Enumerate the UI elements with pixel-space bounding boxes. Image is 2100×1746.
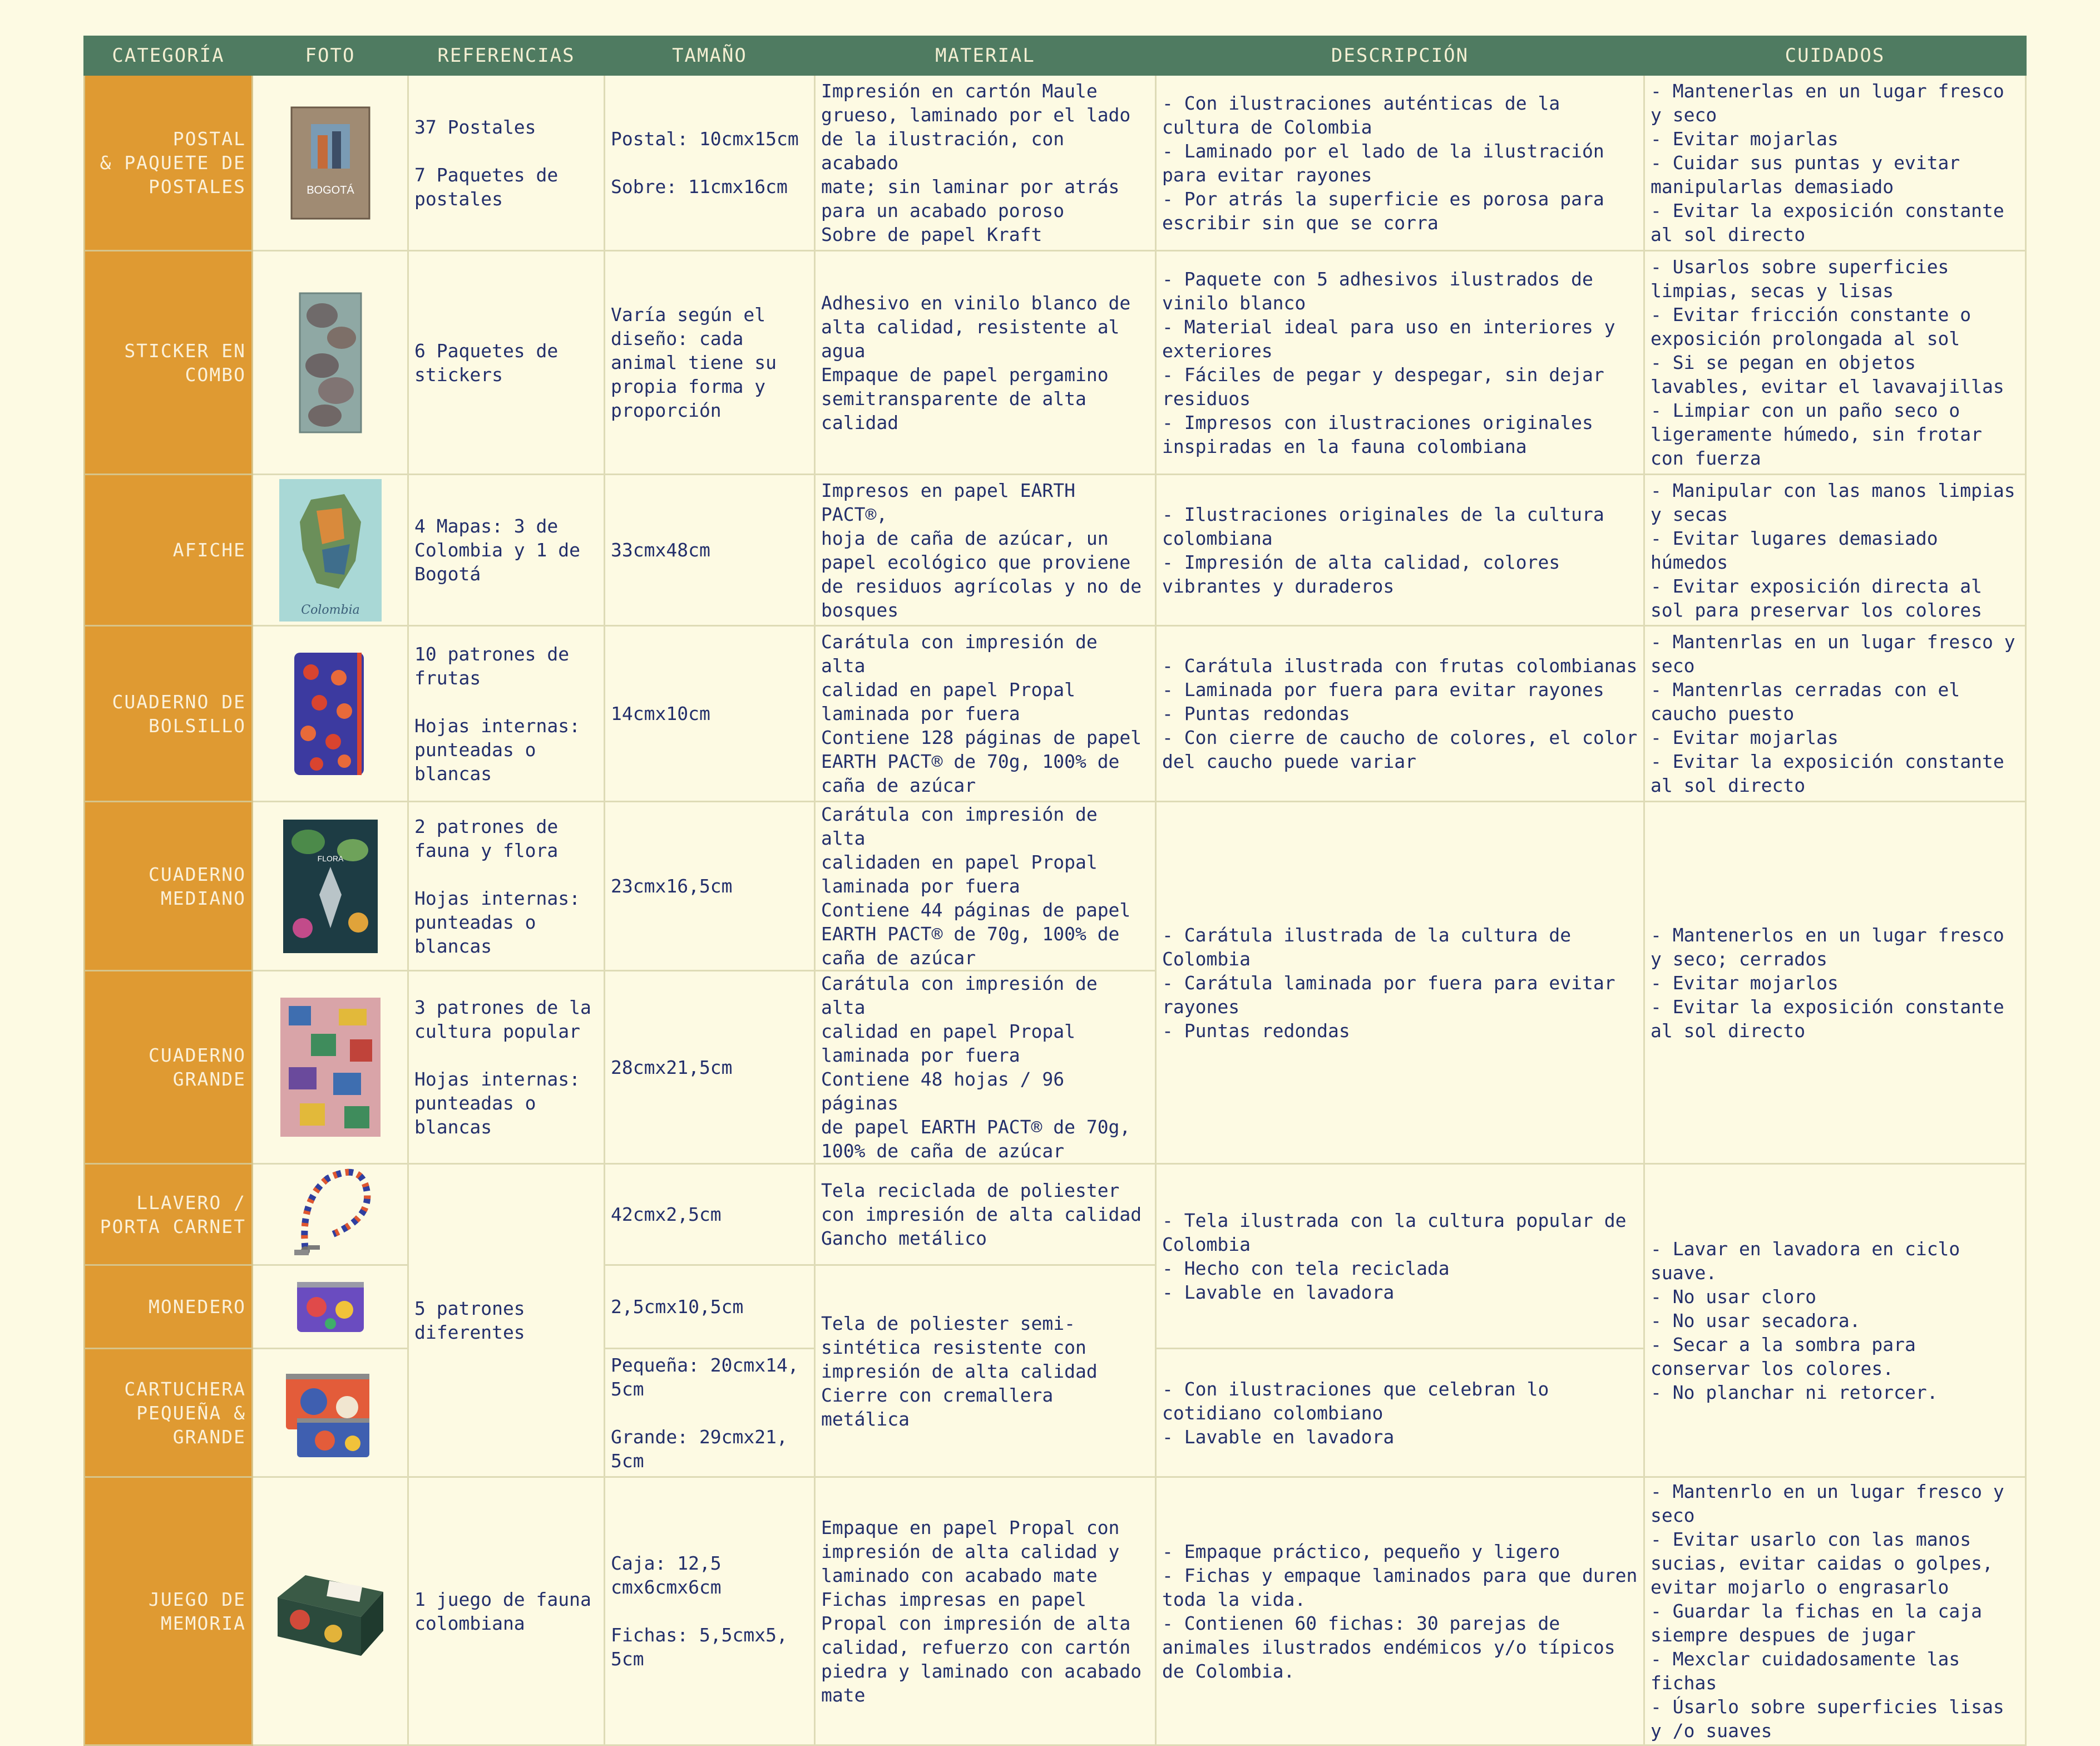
category-cell: CARTUCHERA PEQUEÑA & GRANDE xyxy=(85,1349,253,1477)
photo-cell xyxy=(253,1265,408,1349)
descripcion-cell: - Paquete con 5 adhesivos ilustrados de vinilo blanco - Material ideal para uso en interiores y exteriores - Fáciles de pegar y despegar, sin dejar residuos - Impresos con ilustraciones originales inspiradas en la fauna colombiana xyxy=(1156,251,1644,475)
photo-cell xyxy=(253,626,408,802)
lanyard-photo xyxy=(283,1167,378,1262)
tamano-cell: 14cmx10cm xyxy=(605,626,815,802)
table-row xyxy=(85,802,2026,971)
descripcion-cell: - Empaque práctico, pequeño y ligero - Fichas y empaque laminados para que duren toda la vida. - Contienen 60 fichas: 30 parejas de animales ilustrados endémicos y/o típicos de Colombia. xyxy=(1156,1477,1644,1745)
table-row xyxy=(85,75,2026,251)
medium-notebook-photo xyxy=(280,817,381,956)
tamano-cell: Varía según el diseño: cada animal tiene su propia forma y proporción xyxy=(605,251,815,475)
category-cell: CUADERNO MEDIANO xyxy=(85,802,253,971)
category-cell: AFICHE xyxy=(85,475,253,626)
material-cell: Carátula con impresión de alta calidad en papel Propal laminada por fuera Contiene 128 páginas de papel EARTH PACT® de 70g, 100% de caña de azúcar xyxy=(815,626,1156,802)
table-row xyxy=(85,251,2026,475)
material-cell: Tela reciclada de poliester con impresión de alta calidad Gancho metálico xyxy=(815,1164,1156,1265)
header-cuidados: CUIDADOS xyxy=(1644,37,2026,75)
descripcion-cell: - Ilustraciones originales de la cultura colombiana - Impresión de alta calidad, colores vibrantes y duraderos xyxy=(1156,475,1644,626)
table-row xyxy=(85,626,2026,802)
header-foto: FOTO xyxy=(253,37,408,75)
cuidados-cell: - Mantenerlas en un lugar fresco y seco - Evitar mojarlas - Cuidar sus puntas y evitar manipularlas demasiado - Evitar la exposición constante al sol directo xyxy=(1644,75,2026,251)
photo-cell xyxy=(253,75,408,251)
material-cell: Empaque en papel Propal con impresión de alta calidad y laminado con acabado mate Fichas impresas en papel Propal con impresión de alta calidad, refuerzo con cartón piedra y laminado con acabado mate xyxy=(815,1477,1156,1745)
sticker-photo xyxy=(297,290,364,435)
large-notebook-photo xyxy=(278,995,383,1140)
cuidados-cell: - Mantenrlas en un lugar fresco y seco - Mantenrlas cerradas con el caucho puesto - Evitar mojarlas - Evitar la exposición constante al sol directo xyxy=(1644,626,2026,802)
tamano-cell: 33cmx48cm xyxy=(605,475,815,626)
table-row xyxy=(85,1164,2026,1265)
tamano-cell: Caja: 12,5 cmx6cmx6cm Fichas: 5,5cmx5, 5cm xyxy=(605,1477,815,1745)
category-cell: MONEDERO xyxy=(85,1265,253,1349)
category-cell: POSTAL & PAQUETE DE POSTALES xyxy=(85,75,253,251)
header-row xyxy=(85,37,2026,75)
cuidados-cell: - Mantenrlo en un lugar fresco y seco - Evitar usarlo con las manos sucias, evitar caidas o golpes, evitar mojarlo o engrasarlo - Guardar la fichas en la caja siempre despues de jugar - Mexclar cuidadosamente las fichas - Úsarlo sobre superficies lisas y /o suaves xyxy=(1644,1477,2026,1745)
descripcion-cell: - Tela ilustrada con la cultura popular de Colombia - Hecho con tela reciclada - Lavable en lavadora xyxy=(1156,1164,1644,1349)
medium-notebook-title: FLORA xyxy=(317,854,343,863)
material-cell: Carátula con impresión de alta calidaden en papel Propal laminada por fuera Contiene 44 páginas de papel EARTH PACT® de 70g, 100% de caña de azúcar xyxy=(815,802,1156,971)
referencias-cell: 5 patrones diferentes xyxy=(408,1164,605,1477)
cuidados-cell: - Mantenerlos en un lugar fresco y seco; cerrados - Evitar mojarlos - Evitar la exposición constante al sol directo xyxy=(1644,802,2026,1164)
memory-game-photo xyxy=(272,1558,389,1664)
category-cell: LLAVERO / PORTA CARNET xyxy=(85,1164,253,1265)
table-row xyxy=(85,475,2026,626)
referencias-cell: 2 patrones de fauna y flora Hojas internas: punteadas o blancas xyxy=(408,802,605,971)
poster-map-caption: Colombia xyxy=(300,603,360,617)
referencias-cell: 4 Mapas: 3 de Colombia y 1 de Bogotá xyxy=(408,475,605,626)
cuidados-cell: - Lavar en lavadora en ciclo suave. - No usar cloro - No usar secadora. - Secar a la sombra para conservar los colores. - No planchar ni retorcer. xyxy=(1644,1164,2026,1477)
descripcion-cell: - Carátula ilustrada de la cultura de Colombia - Carátula laminada por fuera para evitar rayones - Puntas redondas xyxy=(1156,802,1644,1164)
product-table xyxy=(83,36,2027,1746)
postal-photo xyxy=(289,105,372,221)
tamano-cell: 28cmx21,5cm xyxy=(605,971,815,1164)
poster-map-photo xyxy=(278,477,383,623)
photo-cell xyxy=(253,1477,408,1745)
photo-cell xyxy=(253,475,408,626)
tamano-cell: Pequeña: 20cmx14, 5cm Grande: 29cmx21, 5cm xyxy=(605,1349,815,1477)
coin-purse-photo xyxy=(289,1271,372,1343)
tamano-cell: 23cmx16,5cm xyxy=(605,802,815,971)
cuidados-cell: - Manipular con las manos limpias y secas - Evitar lugares demasiado húmedos - Evitar exposición directa al sol para preservar los colores xyxy=(1644,475,2026,626)
photo-cell xyxy=(253,1164,408,1265)
referencias-cell: 3 patrones de la cultura popular Hojas internas: punteadas o blancas xyxy=(408,971,605,1164)
category-cell: STICKER EN COMBO xyxy=(85,251,253,475)
photo-cell xyxy=(253,251,408,475)
referencias-cell: 6 Paquetes de stickers xyxy=(408,251,605,475)
material-cell: Carátula con impresión de alta calidad en papel Propal laminada por fuera Contiene 48 hojas / 96 páginas de papel EARTH PACT® de 70g, 100% de caña de azúcar xyxy=(815,971,1156,1164)
material-cell: Impresos en papel EARTH PACT®, hoja de caña de azúcar, un papel ecológico que proviene de residuos agrícolas y no de bosques xyxy=(815,475,1156,626)
descripcion-cell: - Con ilustraciones auténticas de la cultura de Colombia - Laminado por el lado de la ilustración para evitar rayones - Por atrás la superficie es porosa para escribir sin que se corra xyxy=(1156,75,1644,251)
material-cell: Adhesivo en vinilo blanco de alta calidad, resistente al agua Empaque de papel pergamino semitransparente de alta calidad xyxy=(815,251,1156,475)
category-cell: CUADERNO GRANDE xyxy=(85,971,253,1164)
pencil-case-photo xyxy=(280,1363,381,1463)
photo-cell xyxy=(253,971,408,1164)
referencias-cell: 37 Postales 7 Paquetes de postales xyxy=(408,75,605,251)
tamano-cell: Postal: 10cmx15cm Sobre: 11cmx16cm xyxy=(605,75,815,251)
photo-cell xyxy=(253,802,408,971)
referencias-cell: 1 juego de fauna colombiana xyxy=(408,1477,605,1745)
referencias-cell: 10 patrones de frutas Hojas internas: punteadas o blancas xyxy=(408,626,605,802)
category-cell: JUEGO DE MEMORIA xyxy=(85,1477,253,1745)
descripcion-cell: - Carátula ilustrada con frutas colombianas - Laminada por fuera para evitar rayones - Puntas redondas - Con cierre de caucho de colores, el color del caucho puede variar xyxy=(1156,626,1644,802)
material-cell: Impresión en cartón Maule grueso, laminado por el lado de la ilustración, con acabado mate; sin laminar por atrás para un acabado poroso Sobre de papel Kraft xyxy=(815,75,1156,251)
material-cell: Tela de poliester semi- sintética resistente con impresión de alta calidad Cierre con cremallera metálica xyxy=(815,1265,1156,1477)
category-cell: CUADERNO DE BOLSILLO xyxy=(85,626,253,802)
header-tamano: TAMAÑO xyxy=(605,37,815,75)
tamano-cell: 2,5cmx10,5cm xyxy=(605,1265,815,1349)
header-categoria: CATEGORÍA xyxy=(85,37,253,75)
postal-photo-title: BOGOTÁ xyxy=(306,184,354,196)
header-referencias: REFERENCIAS xyxy=(408,37,605,75)
descripcion-cell: - Con ilustraciones que celebran lo cotidiano colombiano - Lavable en lavadora xyxy=(1156,1349,1644,1477)
pocket-notebook-photo xyxy=(291,650,369,778)
cuidados-cell: - Usarlos sobre superficies limpias, secas y lisas - Evitar fricción constante o exposición prolongada al sol - Si se pegan en objetos lavables, evitar el lavavajillas - Limpiar con un paño seco o ligeramente húmedo, sin frotar con fuerza xyxy=(1644,251,2026,475)
photo-cell xyxy=(253,1349,408,1477)
header-descripcion: DESCRIPCIÓN xyxy=(1156,37,1644,75)
table-row xyxy=(85,1477,2026,1745)
tamano-cell: 42cmx2,5cm xyxy=(605,1164,815,1265)
header-material: MATERIAL xyxy=(815,37,1156,75)
